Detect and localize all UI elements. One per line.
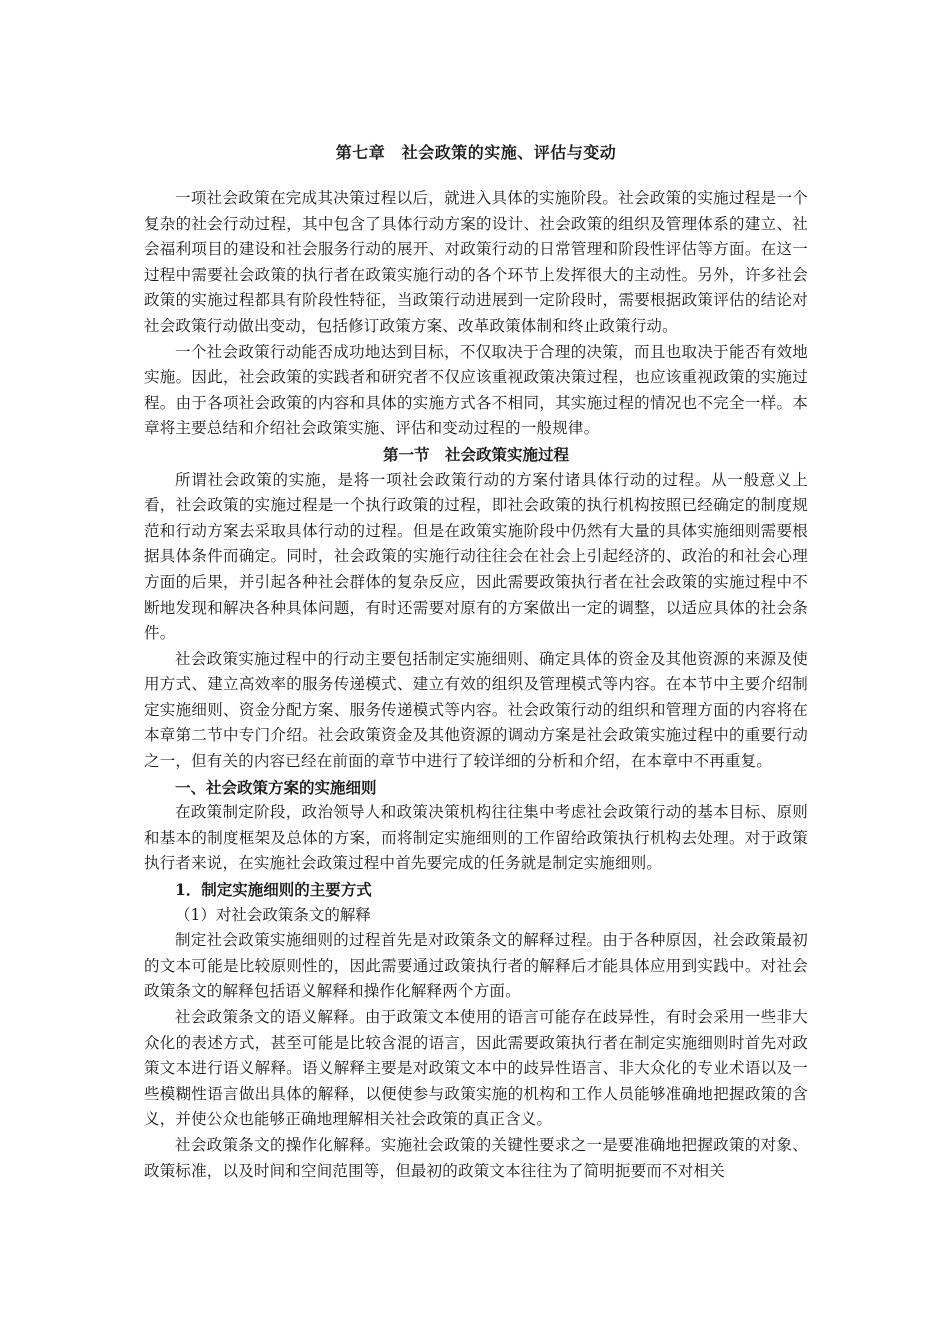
subsection-1-title: 一、社会政策方案的实施细则 [175, 777, 377, 797]
document-page [144, 140, 808, 1184]
chapter-title: 第七章 社会政策的实施、评估与变动 [335, 143, 617, 162]
point-1-paragraph-1: 制定社会政策实施细则的过程首先是对政策条文的解释过程。由于各种原因，社会政策最初的文本可能是比较原则性的，因此需要通过政策执行者的解释后才能具体应用到实践中。对社会政策条文的解释包括语义解释和操作化解释两个方面。 [144, 931, 808, 1001]
intro-paragraph-2: 一个社会政策行动能否成功地达到目标，不仅取决于合理的决策，而且也取决于能否有效地实施。因此，社会政策的实践者和研究者不仅应该重视政策决策过程，也应该重视政策的实施过程。由于各项社会政策的内容和具体的实施方式各不相同，其实施过程的情况也不完全一样。本章将主要总结和介绍社会政策实施、评估和变动过程的一般规律。 [144, 342, 808, 438]
intro-paragraph-1: 一项社会政策在完成其决策过程以后，就进入具体的实施阶段。社会政策的实施过程是一个复杂的社会行动过程，其中包含了具体行动方案的设计、社会政策的组织及管理体系的建立、社会福利项目的建设和社会服务行动的展开、对政策行动的日常管理和阶段性评估等方面。在这一过程中需要社会政策的执行者在政策实施行动的各个环节上发挥很大的主动性。另外，许多社会政策的实施过程都具有阶段性特征，当政策行动进展到一定阶段时，需要根据政策评估的结论对社会政策行动做出变动，包括修订政策方案、改革政策体制和终止政策行动。 [144, 189, 808, 335]
section-1-paragraph-2: 社会政策实施过程中的行动主要包括制定实施细则、确定具体的资金及其他资源的来源及使用方式、建立高效率的服务传递模式、建立有效的组织及管理模式等内容。在本节中主要介绍制定实施细则、资金分配方案、服务传递模式等内容。社会政策行动的组织和管理方面的内容将在本章第二节中专门介绍。社会政策资金及其他资源的调动方案是社会政策实施过程中的重要行动之一，但有关的内容已经在前面的章节中进行了较详细的分析和介绍，在本章中不再重复。 [144, 649, 808, 771]
point-1-paragraph-2: 社会政策条文的语义解释。由于政策文本使用的语言可能存在歧异性，有时会采用一些非大众化的表述方式，甚至可能是比较含混的语言，因此需要政策执行者在制定实施细则时首先对政策文本进行语义解释。语义解释主要是对政策文本中的歧异性语言、非大众化的专业术语以及一些模糊性语言做出具体的解释，以便使参与政策实施的机构和工作人员能够准确地把握政策的含义，并使公众也能够正确地理解相关社会政策的真正含义。 [144, 1008, 808, 1129]
point-1-paragraph-3: 社会政策条文的操作化解释。实施社会政策的关键性要求之一是要准确地把握政策的对象、政策标准，以及时间和空间范围等，但最初的政策文本往往为了简明扼要而不对相关 [144, 1135, 808, 1180]
point-1-subtitle: （1）对社会政策条文的解释 [175, 905, 371, 924]
section-1-title: 第一节 社会政策实施过程 [382, 444, 569, 464]
subsection-1-paragraph: 在政策制定阶段，政治领导人和政策决策机构往往集中考虑社会政策行动的基本目标、原则和基本的制度框架及总体的方案，而将制定实施细则的工作留给政策执行机构去处理。对于政策执行者来说，在实施社会政策过程中首先要完成的任务就是制定实施细则。 [144, 803, 808, 873]
point-1-title: 1．制定实施细则的主要方式 [175, 880, 372, 900]
section-1-paragraph-1: 所谓社会政策的实施，是将一项社会政策行动的方案付诸具体行动的过程。从一般意义上看，社会政策的实施过程是一个执行政策的过程，即社会政策的执行机构按照已经确定的制度规范和行动方案去采取具体行动的过程。但是在政策实施阶段中仍然有大量的具体实施细则需要根据具体条件而确定。同时，社会政策的实施行动往往会在社会上引起经济的、政治的和社会心理方面的后果，并引起各种社会群体的复杂反应，因此需要政策执行者在社会政策的实施过程中不断地发现和解决各种具体问题，有时还需要对原有的方案做出一定的调整，以适应具体的社会条件。 [144, 470, 808, 643]
